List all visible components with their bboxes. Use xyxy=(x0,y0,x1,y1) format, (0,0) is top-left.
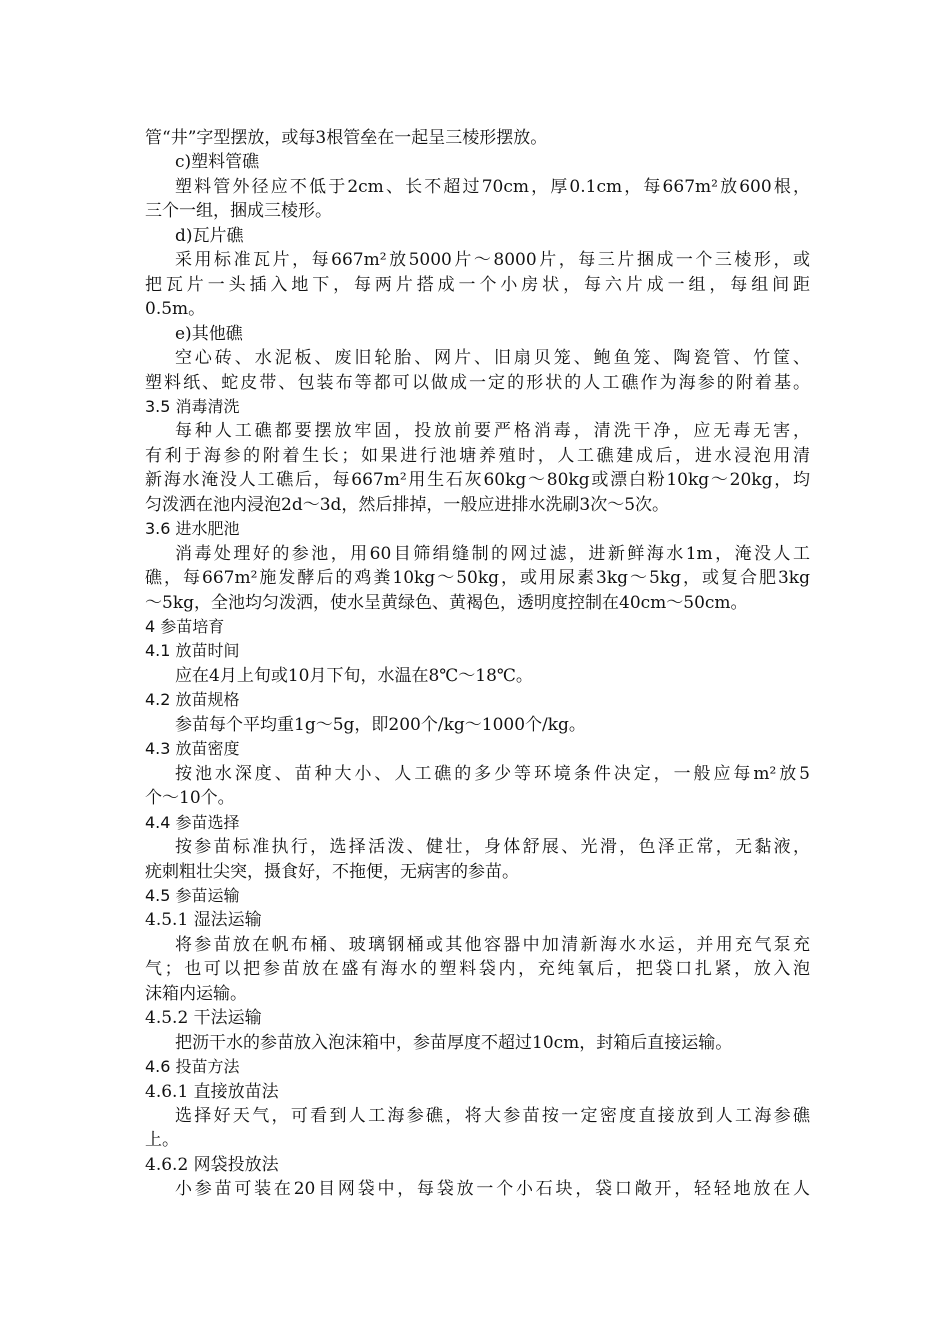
text-line: 4.6.1 直接放苗法 xyxy=(145,1081,279,1102)
text-line: 礁，每667m²施发酵后的鸡粪10kg～50kg，或用尿素3kg～5kg，或复合肥3kg xyxy=(145,568,810,589)
text-line: 4.5.1 湿法运输 xyxy=(145,910,262,931)
text-line: 4.5.2 干法运输 xyxy=(145,1008,262,1029)
text-line: d)瓦片礁 xyxy=(175,225,244,246)
text-line: 选择好天气，可看到人工海参礁，将大参苗按一定密度直接放到人工海参礁 xyxy=(175,1106,810,1126)
text-line: 三个一组，捆成三棱形。 xyxy=(145,201,332,222)
text-line: 把瓦片一头插入地下，每两片搭成一个小房状，每六片成一组，每组间距 xyxy=(145,274,810,295)
text-line: 参苗每个平均重1g～5g，即200个/kg～1000个/kg。 xyxy=(175,714,586,735)
section-heading: 4 参苗培育 xyxy=(145,617,225,636)
section-heading: 4.5 参苗运输 xyxy=(145,885,240,905)
section-heading: 4.3 放苗密度 xyxy=(145,739,240,759)
text-line: 新海水淹没人工礁后，每667m²用生石灰60kg～80kg或漂白粉10kg～20kg，均 xyxy=(145,470,810,491)
section-heading: 4.6 投苗方法 xyxy=(145,1057,240,1077)
section-heading: 4.4 参苗选择 xyxy=(145,812,240,832)
text-line: 0.5m。 xyxy=(145,299,206,320)
text-line: 应在4月上旬或10月下旬，水温在8℃～18℃。 xyxy=(175,665,533,686)
text-line: 有利于海参的附着生长；如果进行池塘养殖时，人工礁建成后，进水浸泡用清 xyxy=(145,445,810,466)
section-heading: 3.6 进水肥池 xyxy=(145,519,240,539)
text-line: 个～10个。 xyxy=(145,788,235,809)
text-line: 塑料管外径应不低于2cm、长不超过70cm，厚0.1cm，每667m²放600根， xyxy=(175,176,810,197)
text-line: 沫箱内运输。 xyxy=(145,983,247,1004)
text-line: 按池水深度、苗种大小、人工礁的多少等环境条件决定，一般应每m²放5 xyxy=(175,763,810,784)
text-line: 空心砖、水泥板、废旧轮胎、网片、旧扇贝笼、鲍鱼笼、陶瓷管、竹筐、 xyxy=(175,348,810,369)
text-line: 按参苗标准执行，选择活泼、健壮，身体舒展、光滑，色泽正常，无黏液， xyxy=(175,837,810,858)
text-line: 上。 xyxy=(145,1130,179,1151)
text-line: e)其他礁 xyxy=(175,323,243,344)
text-line: 消毒处理好的参池，用60目筛绢缝制的网过滤，进新鲜海水1m，淹没人工 xyxy=(175,543,810,564)
section-heading: 4.2 放苗规格 xyxy=(145,690,240,710)
text-line: 疣刺粗壮尖突，摄食好，不拖便，无病害的参苗。 xyxy=(145,861,519,882)
text-line: ～5kg，全池均匀泼洒，使水呈黄绿色、黄褐色，透明度控制在40cm～50cm。 xyxy=(145,592,748,613)
text-line: c)塑料管礁 xyxy=(175,152,260,173)
text-line: 气；也可以把参苗放在盛有海水的塑料袋内，充纯氧后，把袋口扎紧，放入泡 xyxy=(145,959,810,980)
text-line: 每种人工礁都要摆放牢固，投放前要严格消毒，清洗干净，应无毒无害， xyxy=(175,421,810,442)
text-line: 采用标准瓦片，每667m²放5000片～8000片，每三片捆成一个三棱形，或 xyxy=(175,250,810,271)
text-line: 4.6.2 网袋投放法 xyxy=(145,1154,279,1175)
text-line: 把沥干水的参苗放入泡沫箱中，参苗厚度不超过10cm，封箱后直接运输。 xyxy=(175,1032,733,1053)
text-line: 小参苗可装在20目网袋中，每袋放一个小石块，袋口敞开，轻轻地放在人 xyxy=(175,1179,810,1200)
section-heading: 3.5 消毒清洗 xyxy=(145,396,240,416)
text-line: 匀泼洒在池内浸泡2d～3d，然后排掉，一般应进排水洗刷3次～5次。 xyxy=(145,494,670,515)
text-line: 塑料纸、蛇皮带、包装布等都可以做成一定的形状的人工礁作为海参的附着基。 xyxy=(145,372,810,393)
section-heading: 4.1 放苗时间 xyxy=(145,641,240,661)
text-line: 将参苗放在帆布桶、玻璃钢桶或其他容器中加清新海水水运，并用充气泵充 xyxy=(175,934,810,955)
text-line: 管“井”字型摆放，或每3根管垒在一起呈三棱形摆放。 xyxy=(145,128,548,148)
